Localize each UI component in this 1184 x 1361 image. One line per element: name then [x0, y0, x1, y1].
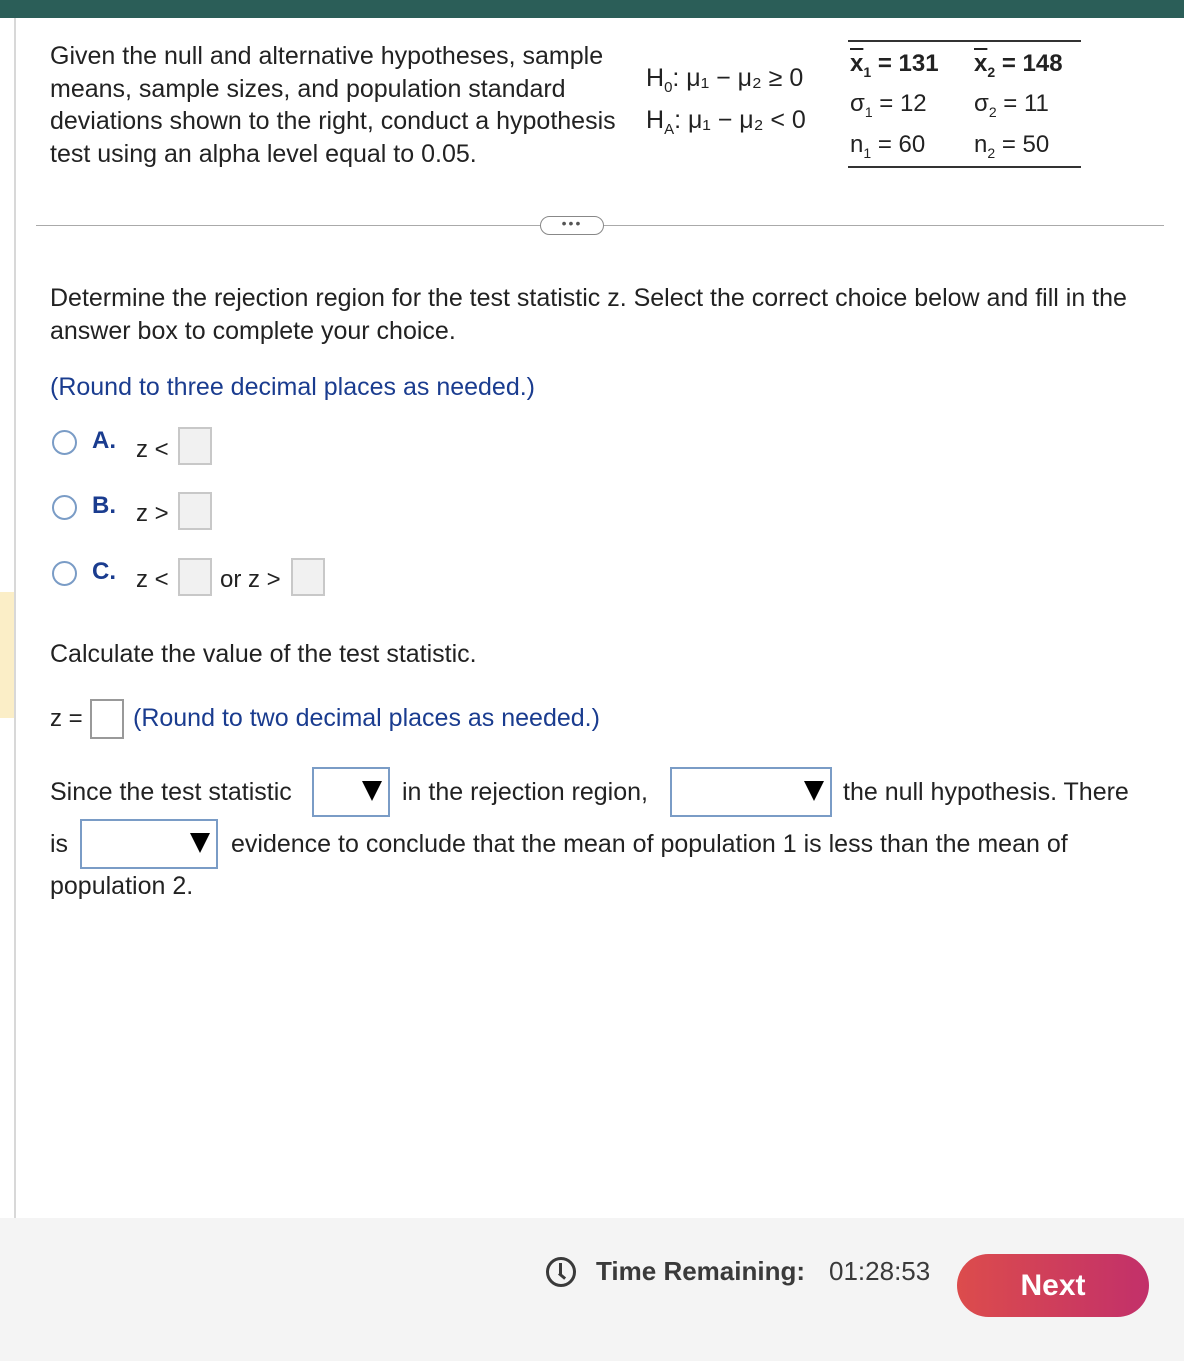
conclusion-text-1: Since the test statistic	[50, 778, 292, 806]
population-sd-1	[850, 90, 927, 120]
xbar2-value: = 148	[995, 50, 1063, 77]
sample-size-1	[850, 131, 925, 161]
choice-c-radio[interactable]	[52, 561, 77, 586]
sigma2-symbol: σ	[974, 90, 989, 117]
conclusion-text-4: is	[50, 830, 69, 858]
sample-stats-table	[848, 40, 1081, 168]
conclusion-text-5: evidence to conclude that the mean of population 1 is less than the mean of	[231, 830, 1068, 858]
choice-b-answer-box[interactable]	[178, 492, 212, 530]
dropdown-arrow-icon	[804, 781, 824, 801]
evidence-dropdown[interactable]	[80, 819, 218, 869]
xbar2-symbol: $\overline{x}$	[974, 50, 988, 77]
conclusion-text-2: in the rejection region,	[402, 778, 648, 806]
conclusion-text-6: population 2.	[50, 872, 194, 900]
choice-a-answer-box[interactable]	[178, 427, 212, 465]
xbar1-value: = 131	[871, 50, 939, 77]
dropdown-arrow-icon	[362, 781, 382, 801]
choice-a-expression: z <	[136, 436, 169, 463]
rounding-note-two: (Round to two decimal places as needed.)	[133, 704, 600, 732]
sigma2-value: = 11	[996, 90, 1049, 117]
sigma2-subscript: 2	[988, 103, 997, 120]
ha-subscript: A	[664, 121, 675, 138]
null-hypothesis	[646, 64, 803, 96]
timer-label: Time Remaining:	[596, 1256, 806, 1286]
n1-symbol: n	[850, 131, 864, 158]
n1-value: = 60	[871, 131, 926, 158]
conclusion-text-3: the null hypothesis. There	[843, 778, 1129, 806]
choice-c-or-text: or z >	[220, 566, 281, 593]
choice-c-letter: C.	[92, 558, 116, 585]
choice-a-radio[interactable]	[52, 430, 77, 455]
z-value-input[interactable]	[90, 699, 124, 739]
alternative-hypothesis	[646, 106, 806, 138]
choice-b-expression: z >	[136, 500, 169, 527]
h0-subscript: 0	[664, 79, 673, 96]
choice-c-lower-answer-box[interactable]	[178, 558, 212, 596]
z-label: z =	[50, 705, 83, 732]
left-side-tab[interactable]	[0, 592, 14, 718]
problem-intro: Given the null and alternative hypotheses, sample means, sample sizes, and population standard deviations shown to the right, conduct a hypothesis test using an alpha level equal to 0.05.	[50, 42, 616, 168]
population-sd-2	[974, 90, 1049, 120]
xbar2-subscript: 2	[987, 63, 996, 80]
sample-size-2	[974, 131, 1049, 161]
test-statistic-dropdown[interactable]	[312, 767, 390, 817]
choice-c-expression: z <	[136, 566, 169, 593]
choice-b-letter: B.	[92, 492, 116, 519]
timer-value: 01:28:53	[829, 1256, 931, 1286]
choice-a-letter: A.	[92, 427, 116, 454]
sample-mean-2	[974, 50, 1063, 80]
calc-prompt: Calculate the value of the test statistic.	[50, 640, 477, 668]
choice-c-upper-answer-box[interactable]	[291, 558, 325, 596]
expand-more-button[interactable]: •••	[540, 216, 604, 235]
sample-mean-1	[850, 50, 939, 80]
choice-b-radio[interactable]	[52, 495, 77, 520]
n2-symbol: n	[974, 131, 988, 158]
next-button[interactable]: Next	[957, 1254, 1149, 1317]
sigma1-value: = 12	[872, 90, 927, 117]
n2-value: = 50	[995, 131, 1050, 158]
left-border	[14, 18, 16, 1218]
dropdown-arrow-icon	[190, 833, 210, 853]
ha-symbol: H	[646, 106, 665, 134]
question-prompt: Determine the rejection region for the test statistic z. Select the correct choice below and fill in the answer box to complete your choice.	[50, 284, 1127, 345]
reject-decision-dropdown[interactable]	[670, 767, 832, 817]
h0-relation: : μ₁ − μ₂ ≥ 0	[672, 64, 804, 92]
n2-subscript: 2	[987, 144, 996, 161]
h0-symbol: H	[646, 64, 665, 92]
sigma1-subscript: 1	[864, 103, 873, 120]
clock-icon	[546, 1257, 576, 1287]
top-header-bar	[0, 0, 1184, 18]
n1-subscript: 1	[863, 144, 872, 161]
ha-relation: : μ₁ − μ₂ < 0	[674, 106, 806, 134]
xbar1-symbol: $\overline{x}$	[850, 50, 864, 77]
sigma1-symbol: σ	[850, 90, 865, 117]
xbar1-subscript: 1	[863, 63, 872, 80]
rounding-note-three: (Round to three decimal places as needed.)	[50, 373, 536, 401]
